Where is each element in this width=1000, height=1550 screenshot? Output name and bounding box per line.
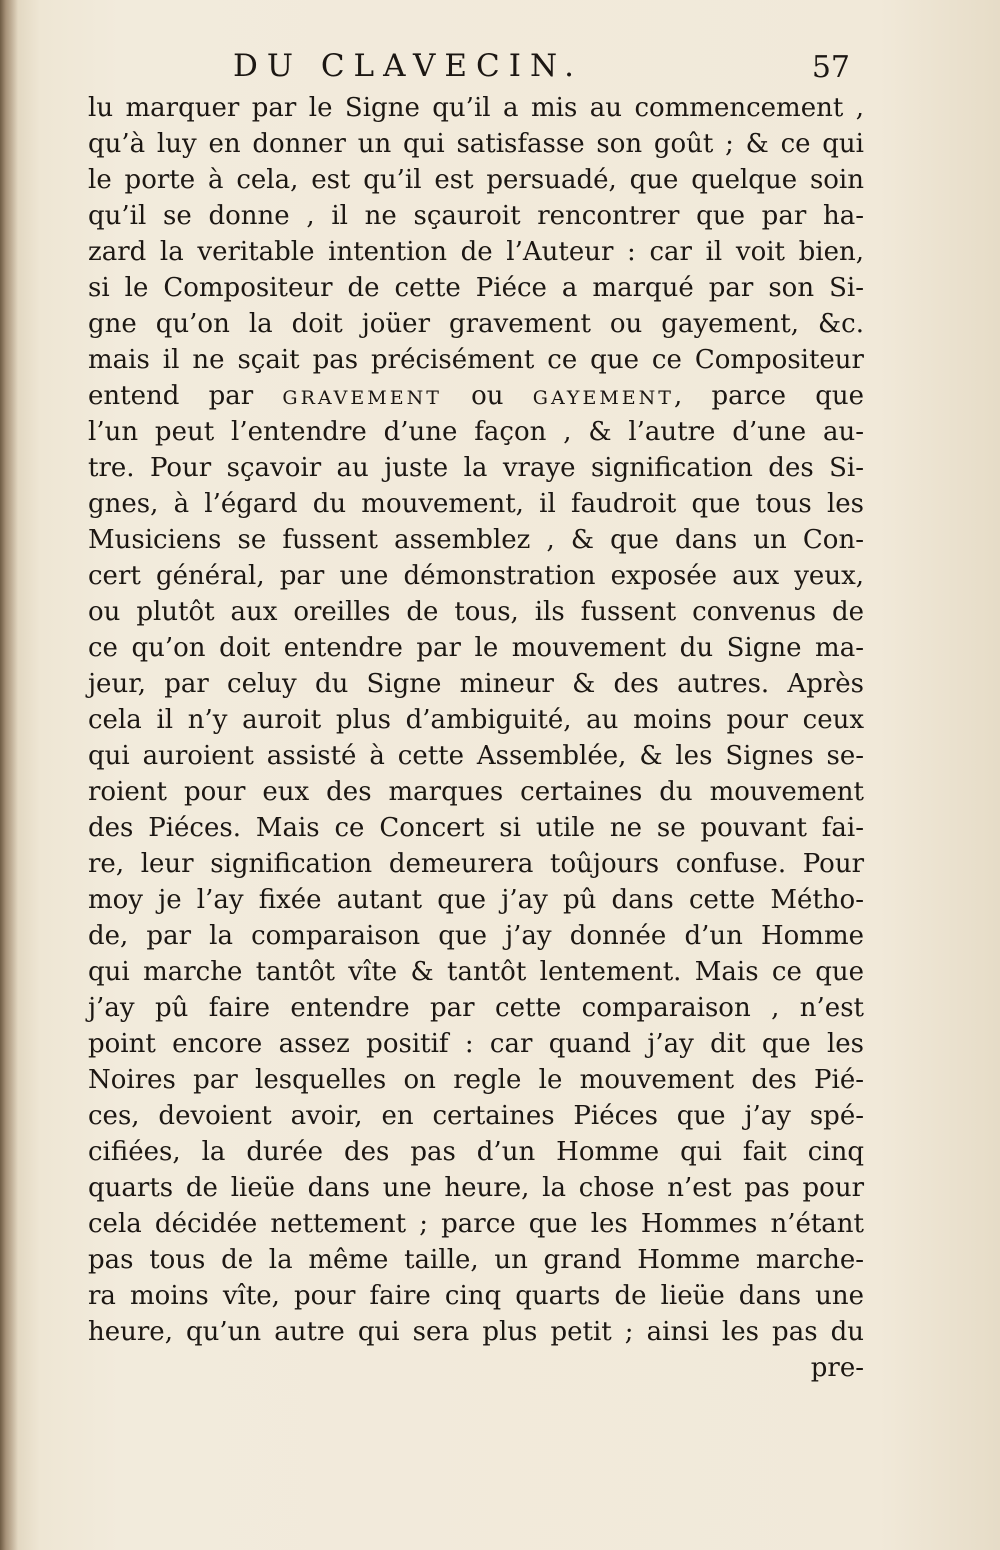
text-segment: , parce que (673, 381, 864, 411)
text-line: heure, qu’un autre qui sera plus petit ; ainsi les pas du (88, 1317, 864, 1347)
text-line: cela décidée nettement ; parce que les Hommes n’étant (88, 1209, 864, 1239)
text-segment: ou (441, 381, 533, 411)
text-line: qui auroient assisté à cette Assemblée, & les Signes se- (88, 741, 864, 771)
text-line: zard la veritable intention de l’Auteur : car il voit bien, (88, 237, 864, 267)
text-line: cifiées, la durée des pas d’un Homme qui fait cinq (88, 1137, 864, 1167)
text-line: moy je l’ay fixée autant que j’ay pû dans cette Métho- (88, 885, 864, 915)
text-line: cert général, par une démonstration exposée aux yeux, (88, 561, 864, 591)
small-caps-word: GAYEMENT (532, 387, 674, 409)
text-line: quarts de lieüe dans une heure, la chose n’est pas pour (88, 1173, 864, 1203)
small-caps-word: GRAVEMENT (282, 387, 442, 409)
text-line: ces, devoient avoir, en certaines Piéces que j’ay spé- (88, 1101, 864, 1131)
text-line: roient pour eux des marques certaines du mouvement (88, 777, 864, 807)
text-line: si le Compositeur de cette Piéce a marqué par son Si- (88, 273, 864, 303)
text-segment: entend par (88, 381, 283, 411)
text-line: re, leur signification demeurera toûjours confuse. Pour (88, 849, 864, 879)
text-line: le porte à cela, est qu’il est persuadé, que quelque soin (88, 165, 864, 195)
text-line: tre. Pour sçavoir au juste la vraye signification des Si- (88, 453, 864, 483)
text-line: des Piéces. Mais ce Concert si utile ne se pouvant fai- (88, 813, 864, 843)
text-line: ou plutôt aux oreilles de tous, ils fussent convenus de (88, 597, 864, 627)
text-line: cela il n’y auroit plus d’ambiguité, au moins pour ceux (88, 705, 864, 735)
spine-shadow (0, 0, 18, 1550)
text-line: gne qu’on la doit joüer gravement ou gayement, &c. (88, 309, 864, 339)
catchword: pre- (810, 1353, 864, 1383)
text-line: l’un peut l’entendre d’une façon , & l’autre d’une au- (88, 417, 864, 447)
text-line: qu’à luy en donner un qui satisfasse son goût ; & ce qui (88, 129, 864, 159)
text-line: lu marquer par le Signe qu’il a mis au commencement , (88, 93, 864, 123)
running-title: DU CLAVECIN. (233, 48, 583, 84)
text-line: ra moins vîte, pour faire cinq quarts de lieüe dans une (88, 1281, 864, 1311)
text-line: pas tous de la même taille, un grand Homme marche- (88, 1245, 864, 1275)
text-line: j’ay pû faire entendre par cette comparaison , n’est (88, 993, 864, 1023)
text-line: Noires par lesquelles on regle le mouvement des Pié- (88, 1065, 864, 1095)
text-line: ce qu’on doit entendre par le mouvement du Signe ma- (88, 633, 864, 663)
body-text (88, 90, 864, 1386)
text-line: point encore assez positif : car quand j’ay dit que les (88, 1029, 864, 1059)
text-line: Musiciens se fussent assemblez , & que dans un Con- (88, 525, 864, 555)
text-line: qui marche tantôt vîte & tantôt lentement. Mais ce que (88, 957, 864, 987)
text-line: mais il ne sçait pas précisément ce que ce Compositeur (88, 345, 864, 375)
page-header (88, 44, 858, 94)
text-line: jeur, par celuy du Signe mineur & des autres. Après (88, 669, 864, 699)
text-line-small-caps (88, 378, 864, 414)
text-line: qu’il se donne , il ne sçauroit rencontrer que par ha- (88, 201, 864, 231)
text-line: de, par la comparaison que j’ay donnée d’un Homme (88, 921, 864, 951)
page-number: 57 (811, 50, 850, 85)
text-line: gnes, à l’égard du mouvement, il faudroit que tous les (88, 489, 864, 519)
